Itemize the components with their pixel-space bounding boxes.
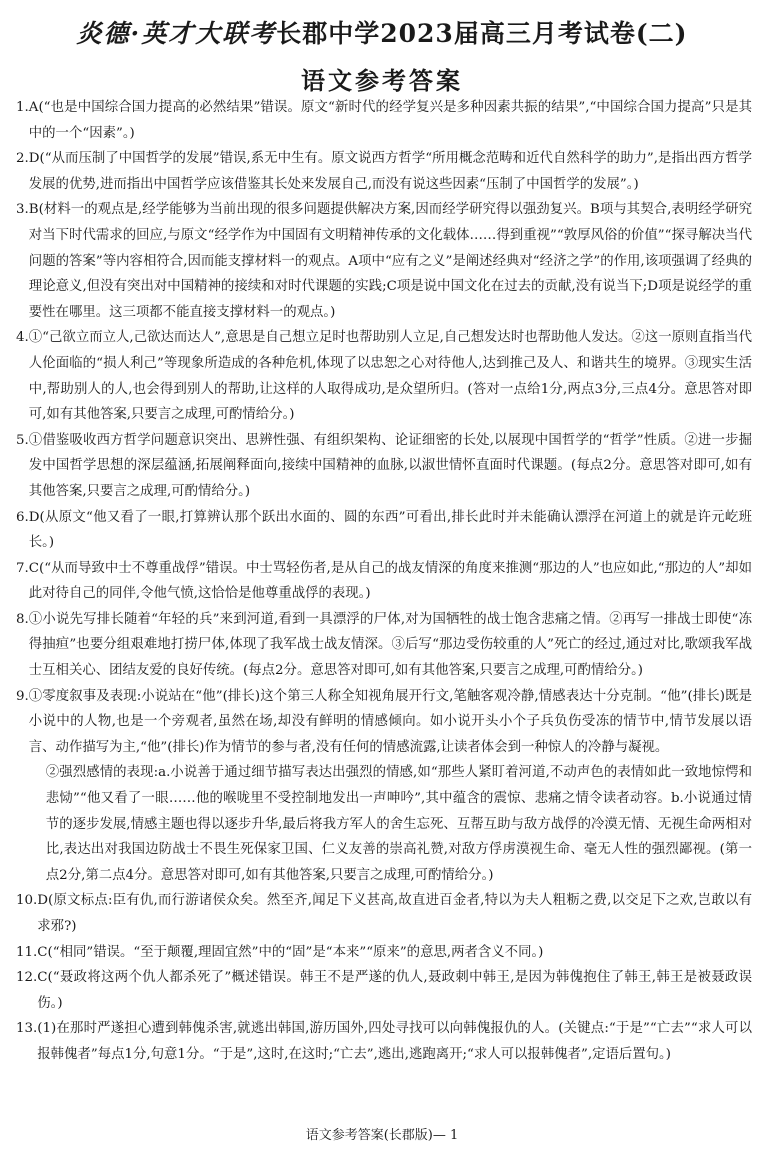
exam-title: 长郡中学2023届高三月考试卷(二) [276, 19, 688, 48]
answer-text: D(原文标点:臣有仇,而行游诸侯众矣。然至齐,闻足下义甚高,故直进百金者,特以为夫人粗粝之费,以交足下之欢,岂敢以有求邪?) [37, 893, 752, 934]
answer-paragraph: ②强烈感情的表现:a.小说善于通过细节描写表达出强烈的情感,如“那些人紧盯着河道,不动声色的表情如此一致地惊愕和悲恸”“他又看了一眼……他的喉咙里不受控制地发出一声呻吟”,其中蕴含的震惊、悲痛之情令读者动容。b.小说通过情节的逐步发展,情感主题也得以逐步升华,最后将我方军人的舍生忘死、互帮互助与敌方战俘的冷漠无情、无视生命两相对比,表达出对我国边防战士不畏生死保家卫国、仁义友善的崇高礼赞,对敌方俘虏漠视生命、毫无人性的强烈鄙视。(第一点2分,第二点4分。意思答对即可,如有其他答案,只要言之成理,可酌情给分。) [45, 765, 752, 883]
answer-number: 10. [16, 893, 38, 909]
answer-text: C(“聂政将这两个仇人都杀死了”概述错误。韩王不是严遂的仇人,聂政刺中韩王,是因为韩傀抱住了韩王,韩王是被聂政误伤。) [37, 970, 752, 1011]
answer-number: 5. [16, 432, 29, 448]
exam-brand: 炎德·英才大联考 [76, 19, 277, 48]
answer-text: A(“也是中国综合国力提高的必然结果”错误。原文“新时代的经学复兴是多种因素共振的结果”,“中国综合国力提高”只是其中的一个“因素”。) [28, 100, 752, 141]
page-footer: 语文参考答案(长郡版)— 1 [305, 1128, 459, 1143]
answer-item-13 [16, 1016, 752, 1067]
answer-item-3 [16, 197, 752, 325]
answer-number: 2. [16, 151, 29, 167]
answer-paragraph: ①零度叙事及表现:小说站在“他”(排长)这个第三人称全知视角展开行文,笔触客观冷静,情感表达十分克制。“他”(排长)既是小说中的人物,也是一个旁观者,虽然在场,却没有鲜明的情感倾向。如小说开头小个子兵负伤受冻的情节中,情节发展以语言、动作描写为主,“他”(排长)作为情节的参与者,没有任何的情感流露,让读者体会到一种惊人的冷静与凝视。 [28, 688, 752, 755]
answer-text: ①小说先写排长随着“年轻的兵”来到河道,看到一具漂浮的尸体,对为国牺牲的战士饱含悲痛之情。②再写一排战士即使“冻得抽疸”也要分组艰难地打捞尸体,体现了我军战士战友情深。③后写“那边受伤较重的人”死亡的经过,通过对比,歌颂我军战士互相关心、团结友爱的良好传统。(每点2分。意思答对即可,如有其他答案,只要言之成理,可酌情给分。) [28, 611, 752, 679]
answer-item-12 [16, 965, 752, 1016]
answer-text: ①“己欲立而立人,己欲达而达人”,意思是自己想立足时也帮助别人立足,自己想发达时也帮助他人发达。②这一原则直指当代人伦面临的“损人利己”等现象所造成的各种危机,体现了以忠恕之心对待他人,达到推己及人、和谐共生的境界。③现实生活中,帮助别人的人,也会得到别人的帮助,让这样的人取得成功,是众望所归。(答对一点给1分,两点3分,三点4分。意思答对即可,如有其他答案,只要言之成理,可酌情给分。) [28, 330, 752, 423]
answer-number: 13. [16, 1021, 38, 1037]
answer-number: 11. [16, 944, 38, 960]
answer-number: 7. [16, 560, 29, 576]
answer-text: B(材料一的观点是,经学能够为当前出现的很多问题提供解决方案,因而经学研究得以强劲复兴。B项与其契合,表明经学研究对当下时代需求的回应,与原文“经学作为中国固有文明精神传承的文化载体……得到重视”“敦厚风俗的价值”“探寻解决当代问题的答案”等内容相符合,因而能支撑材料一的观点。A项中“应有之义”是阐述经典对“经济之学”的作用,该项强调了经典的理论意义,但没有突出对中国精神的接续和对时代课题的实践;C项是说中国文化在过去的贡献,没有说当下;D项是说经学的重要性在哪里。这三项都不能直接支撑材料一的观点。) [28, 202, 752, 320]
answer-item-5 [16, 428, 752, 505]
answer-item-11 [16, 940, 752, 966]
answer-text: (1)在那时严遂担心遭到韩傀杀害,就逃出韩国,游历国外,四处寻找可以向韩傀报仇的人。(关键点:“于是”“亡去”“求人可以报韩傀者”每点1分,句意1分。“于是”,这时,在这时;“亡去”,逃出,逃跑离开;“求人可以报韩傀者”,定语后置句。) [37, 1021, 752, 1062]
answer-item-1 [16, 95, 752, 146]
answer-number: 1. [16, 100, 29, 115]
answer-item-4 [16, 325, 752, 427]
answer-item-9 [16, 684, 752, 889]
answer-number: 4. [16, 330, 29, 346]
answer-text: D(从原文“他又看了一眼,打算辨认那个跃出水面的、圆的东西”可看出,排长此时并未能确认漂浮在河道上的就是许元屹班长。) [28, 509, 752, 551]
answer-number: 8. [16, 611, 29, 627]
answer-item-8 [16, 607, 752, 684]
answer-number: 3. [16, 202, 29, 218]
answer-body [29, 684, 752, 889]
answer-text: ①借鉴吸收西方哲学问题意识突出、思辨性强、有组织架构、论证细密的长处,以展现中国哲学的“哲学”性质。②进一步掘发中国哲学思想的深层蕴涵,拓展阐释面向,接续中国精神的血脉,以淑世情怀直面时代课题。(每点2分。意思答对即可,如有其他答案,只要言之成理,可酌情给分。) [28, 432, 752, 499]
answer-item-6 [16, 505, 752, 556]
exam-header [0, 14, 764, 50]
answer-number: 9. [16, 688, 29, 704]
answer-number: 6. [16, 509, 29, 525]
answer-text: C(“相同”错误。“至于颠覆,理固宜然”中的“固”是“本来”“原来”的意思,两者含义不同。) [37, 944, 544, 960]
answer-item-7 [16, 556, 752, 607]
document-subtitle: 语文参考答案 [301, 66, 463, 95]
answers-list [16, 95, 752, 1068]
answer-text: D(“从而压制了中国哲学的发展”错误,系无中生有。原文说西方哲学“所用概念范畴和近代自然科学的助力”,是指出西方哲学发展的优势,进而指出中国哲学应该借鉴其长处来发展自己,而没有说这些因素“压制了中国哲学的发展”。) [28, 151, 752, 192]
answer-item-2 [16, 146, 752, 197]
answer-number: 12. [16, 970, 38, 986]
answer-text: C(“从而导致中士不尊重战俘”错误。中士骂轻伤者,是从自己的战友情深的角度来推测“那边的人”也应如此,“那边的人”却如此对待自己的同伴,令他气愤,这恰恰是他尊重战俘的表现。) [28, 560, 752, 602]
answer-item-10 [16, 888, 752, 939]
